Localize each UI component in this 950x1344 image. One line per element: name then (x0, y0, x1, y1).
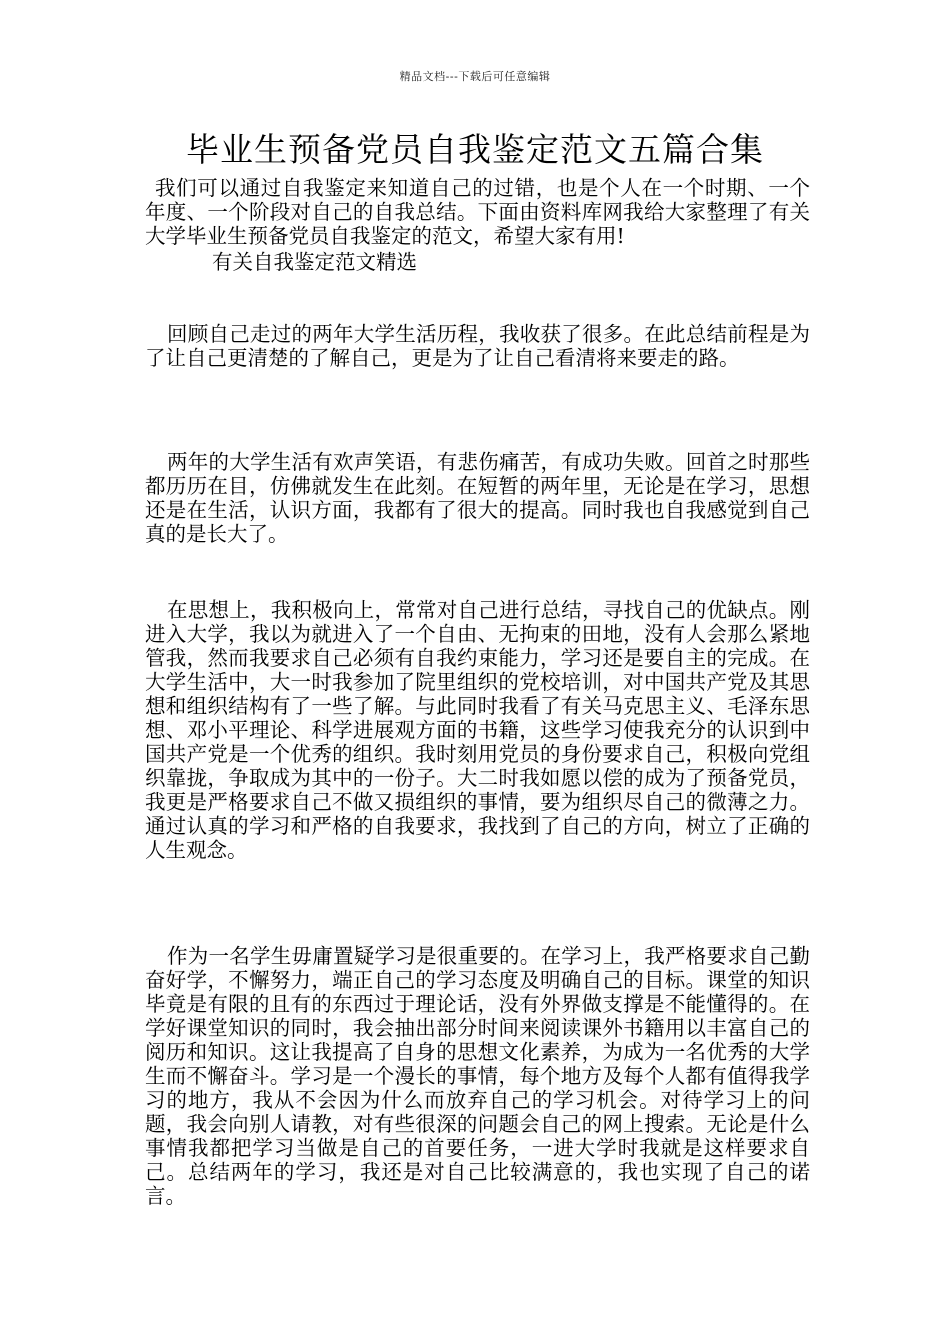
intro-paragraph: 我们可以通过自我鉴定来知道自己的过错，也是个人在一个时期、一个年度、一个阶段对自己的自我总结。下面由资料库网我给大家整理了有关大学毕业生预备党员自我鉴定的范文，希望大家有用! (145, 176, 810, 248)
paragraph-3: 在思想上，我积极向上，常常对自己进行总结，寻找自己的优缺点。刚进入大学，我以为就进入了一个自由、无拘束的田地，没有人会那么紧地管我，然而我要求自己必须有自我约束能力，学习还是要自主的完成。在大学生活中，大一时我参加了院里组织的党校培训，对中国共产党及其思想和组织结构有了一些了解。与此同时我看了有关马克思主义、毛泽东思想、邓小平理论、科学进展观方面的书籍，这些学习使我充分的认识到中国共产党是一个优秀的组织。我时刻用党员的身份要求自己，积极向党组织靠拢，争取成为其中的一份子。大二时我如愿以偿的成为了预备党员，我更是严格要求自己不做又损组织的事情，要为组织尽自己的微薄之力。通过认真的学习和严格的自我要求，我找到了自己的方向，树立了正确的人生观念。 (145, 598, 810, 862)
intro-subheading: 有关自我鉴定范文精选 (212, 250, 417, 274)
paragraph-2: 两年的大学生活有欢声笑语，有悲伤痛苦，有成功失败。回首之时那些都历历在目，仿佛就发生在此刻。在短暂的两年里，无论是在学习，思想还是在生活，认识方面，我都有了很大的提高。同时我也自我感觉到自己真的是长大了。 (145, 450, 810, 546)
header-note: 精品文档---下载后可任意编辑 (399, 70, 551, 83)
paragraph-1: 回顾自己走过的两年大学生活历程，我收获了很多。在此总结前程是为了让自己更清楚的了解自己，更是为了让自己看清将来要走的路。 (145, 322, 810, 370)
document-title: 毕业生预备党员自我鉴定范文五篇合集 (186, 130, 764, 169)
paragraph-4: 作为一名学生毋庸置疑学习是很重要的。在学习上，我严格要求自己勤奋好学，不懈努力，端正自己的学习态度及明确自己的目标。课堂的知识毕竟是有限的且有的东西过于理论话，没有外界做支撑是不能懂得的。在学好课堂知识的同时，我会抽出部分时间来阅读课外书籍用以丰富自己的阅历和知识。这让我提高了自身的思想文化素养，为成为一名优秀的大学生而不懈奋斗。学习是一个漫长的事情，每个地方及每个人都有值得我学习的地方，我从不会因为什么而放弃自己的学习机会。对待学习上的问题，我会向别人请教，对有些很深的问题会自己的网上搜索。无论是什么事情我都把学习当做是自己的首要任务，一进大学时我就是这样要求自己。总结两年的学习，我还是对自己比较满意的，我也实现了自己的诺言。 (145, 944, 810, 1208)
